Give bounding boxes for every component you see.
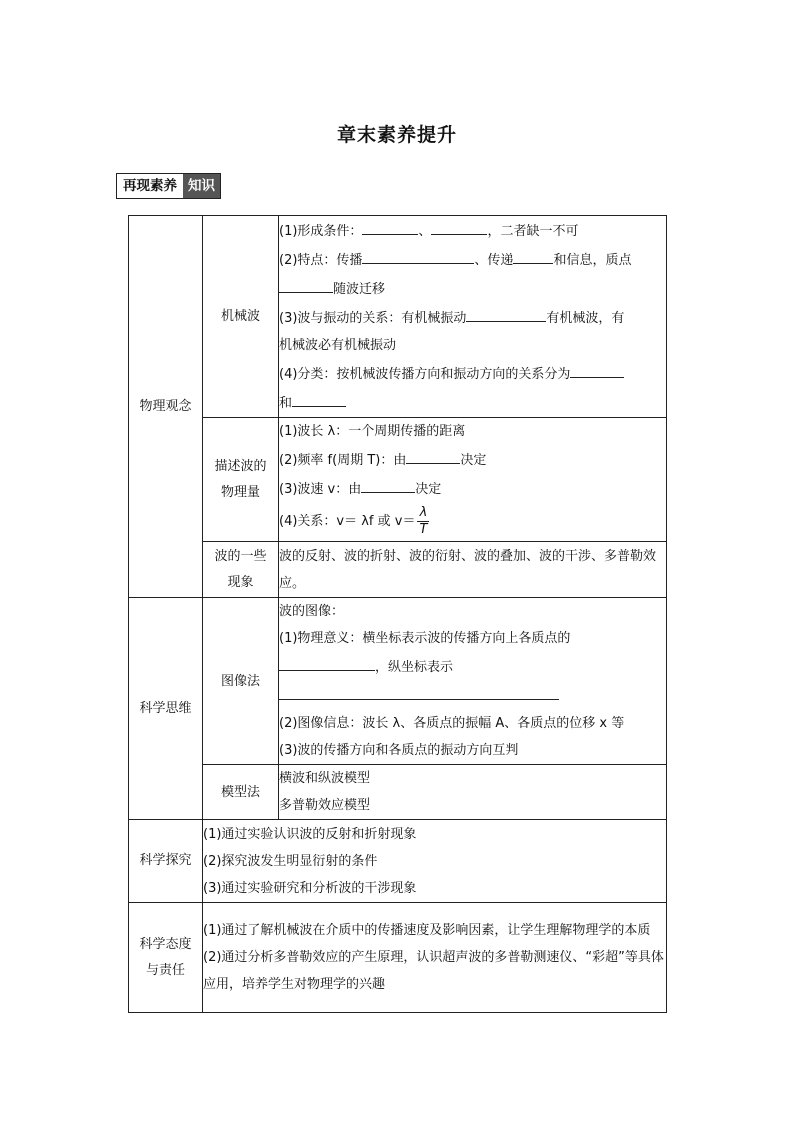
dimension-physics-concept: 物理观念 [129,216,203,598]
dimension-scientific-inquiry: 科学探究 [129,820,203,903]
dimension-scientific-thinking: 科学思维 [129,598,203,820]
wave-quantities-content: (1)波长 λ：一个周期传播的距离 (2)频率 f(周期 T)：由 决定 (3)波速 v：由 决定 (4)关系：v＝ λf 或 v＝ $\frac{\lambda}{T}$ [279,418,667,542]
table-row [129,418,667,542]
model-method-content: 横波和纵波模型 多普勒效应模型 [279,765,667,820]
section-tag [116,173,221,199]
page-title: 章末素养提升 [336,124,457,146]
subitem-model-method: 模型法 [203,765,279,820]
table-row [129,216,667,418]
mechanical-wave-content: (1)形成条件： 、 ，二者缺一不可 (2)特点：传播 、传递 和信息，质点 随波迁移 (3)波与振动的关系：有机械振动 有机械波，有 机械波必有机械振动 (4)分类：按机械波传播方向和振动方向的关系分为 和 [279,216,667,418]
fill-blank [362,216,418,235]
fill-blank [361,474,415,493]
fill-blank [431,216,487,235]
table-row [129,820,667,903]
fill-blank [279,274,333,293]
image-method-content: 波的图像： (1)物理意义：横坐标表示波的传播方向上各质点的 ，纵坐标表示 (2)图像信息：波长 λ、各质点的振幅 A、各质点的位移 x 等 (3)波的传播方向和各质点的振动方向互判 [279,598,667,765]
subitem-image-method: 图像法 [203,598,279,765]
fill-blank [406,445,460,464]
fill-blank [570,359,624,378]
fraction: $\frac{\lambda}{T}$ [419,505,428,537]
table-row [129,765,667,820]
section-tag-label: 再现素养 [117,174,183,198]
subitem-wave-quantities: 描述波的物理量 [203,418,279,542]
table-row [129,542,667,598]
dimension-attitude-responsibility: 科学态度与责任 [129,903,203,1013]
wave-phenomena-content: 波的反射、波的折射、波的衍射、波的叠加、波的干涉、多普勒效应。 [279,542,667,598]
scientific-inquiry-content: (1)通过实验认识波的反射和折射现象 (2)探究波发生明显衍射的条件 (3)通过实验研究和分析波的干涉现象 [203,820,667,903]
knowledge-table [128,215,667,1013]
table-row [129,903,667,1013]
fill-blank [513,245,553,264]
fill-blank [279,681,559,700]
fill-blank [466,303,546,322]
fill-blank [279,652,375,671]
attitude-responsibility-content: (1)通过了解机械波在介质中的传播速度及影响因素，让学生理解物理学的本质 (2)通过分析多普勒效应的产生原理，认识超声波的多普勒测速仪、“彩超”等具体应用，培养学生对物理学的兴趣 [203,903,667,1013]
table-row [129,598,667,765]
section-tag-highlight: 知识 [183,174,220,198]
subitem-mechanical-wave: 机械波 [203,216,279,418]
fill-blank [362,245,474,264]
fill-blank [292,388,346,407]
subitem-wave-phenomena: 波的一些现象 [203,542,279,598]
